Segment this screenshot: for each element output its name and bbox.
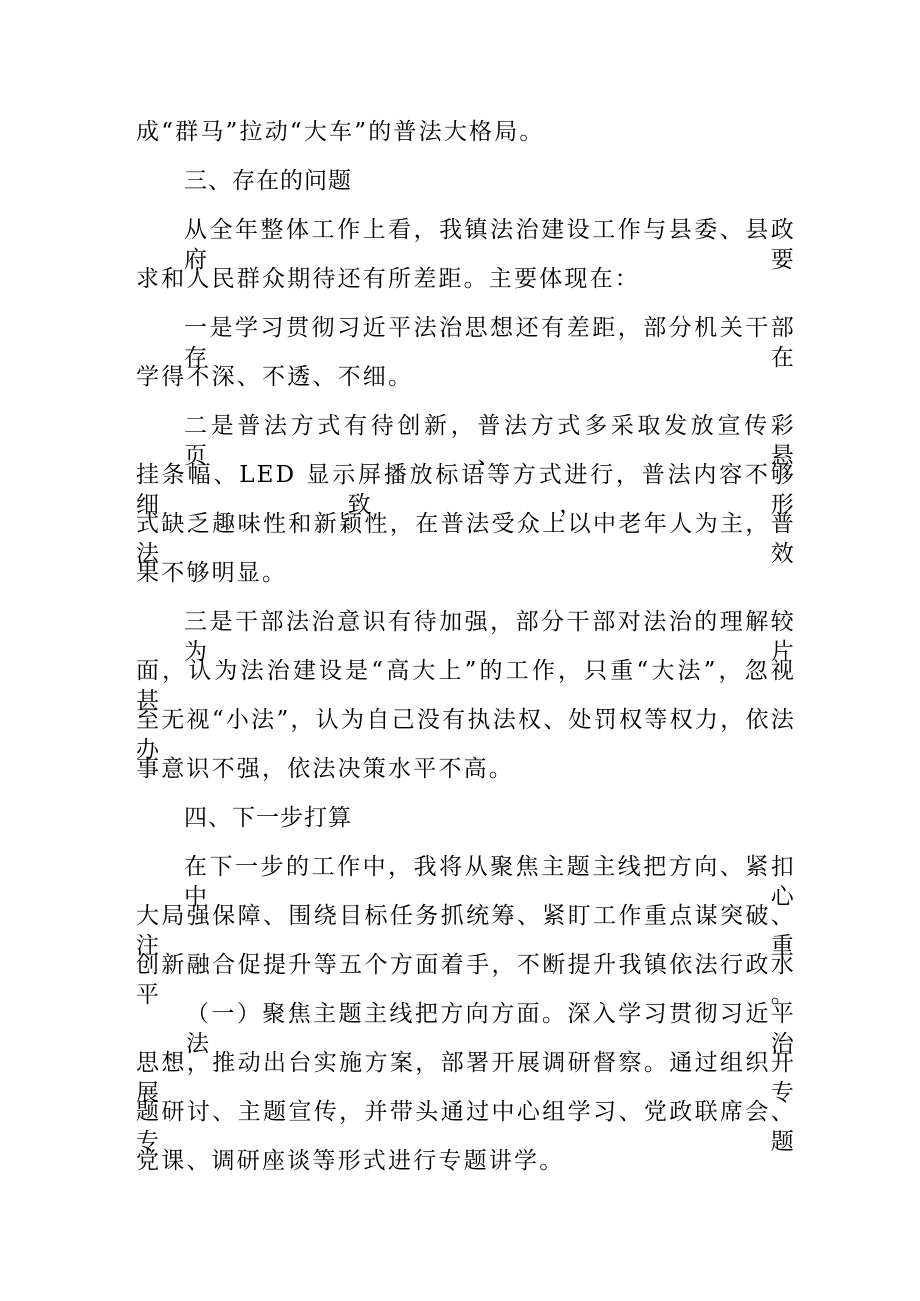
body-text-line: 学得不深、不透、不细。 (136, 364, 414, 390)
body-text-line: 式缺乏趣味性和新颖性，在普法受众上以中老年人为主，普法效 (136, 511, 796, 567)
body-text-line: 二是普法方式有待创新，普法方式多采取发放宣传彩页、悬 (184, 413, 796, 469)
body-text-line: 成“群马”拉动“大车”的普法大格局。 (136, 119, 545, 145)
body-text-line: 大局强保障、围绕目标任务抓统筹、紧盯工作重点谋突破、注重 (136, 903, 796, 959)
body-text-line: 题研讨、主题宣传，并带头通过中心组学习、党政联席会、专题 (136, 1099, 796, 1155)
body-text-line: 果不够明显。 (136, 560, 288, 586)
body-text-line: 面，认为法治建设是“高大上”的工作，只重“大法”，忽视甚 (136, 658, 796, 714)
body-text-line: （一）聚焦主题主线把方向方面。深入学习贯彻习近平法治 (186, 1001, 796, 1057)
body-text-line: 挂条幅、LED 显示屏播放标语等方式进行，普法内容不够细致，形 (136, 462, 796, 518)
body-text-line: 一是学习贯彻习近平法治思想还有差距，部分机关干部存在 (184, 315, 796, 371)
body-text-line: 思想，推动出台实施方案，部署开展调研督察。通过组织开展专 (136, 1050, 796, 1106)
body-text-line: 创新融合促提升等五个方面着手，不断提升我镇依法行政水平。 (136, 952, 796, 1008)
body-text-line: 事意识不强，依法决策水平不高。 (136, 756, 514, 782)
body-text-line: 在下一步的工作中，我将从聚焦主题主线把方向、紧扣中心 (184, 854, 796, 910)
body-text-line: 至无视“小法”，认为自己没有执法权、处罚权等权力，依法办 (136, 707, 796, 763)
body-text-line: 三是干部法治意识有待加强，部分干部对法治的理解较为片 (184, 609, 796, 665)
body-text-line: 从全年整体工作上看，我镇法治建设工作与县委、县政府要 (184, 217, 796, 273)
body-text-line: 求和人民群众期待还有所差距。主要体现在： (136, 266, 640, 292)
section-heading-next-steps: 四、下一步打算 (184, 805, 352, 831)
section-heading-problems: 三、存在的问题 (184, 168, 352, 194)
body-text-line: 党课、调研座谈等形式进行专题讲学。 (136, 1148, 565, 1174)
